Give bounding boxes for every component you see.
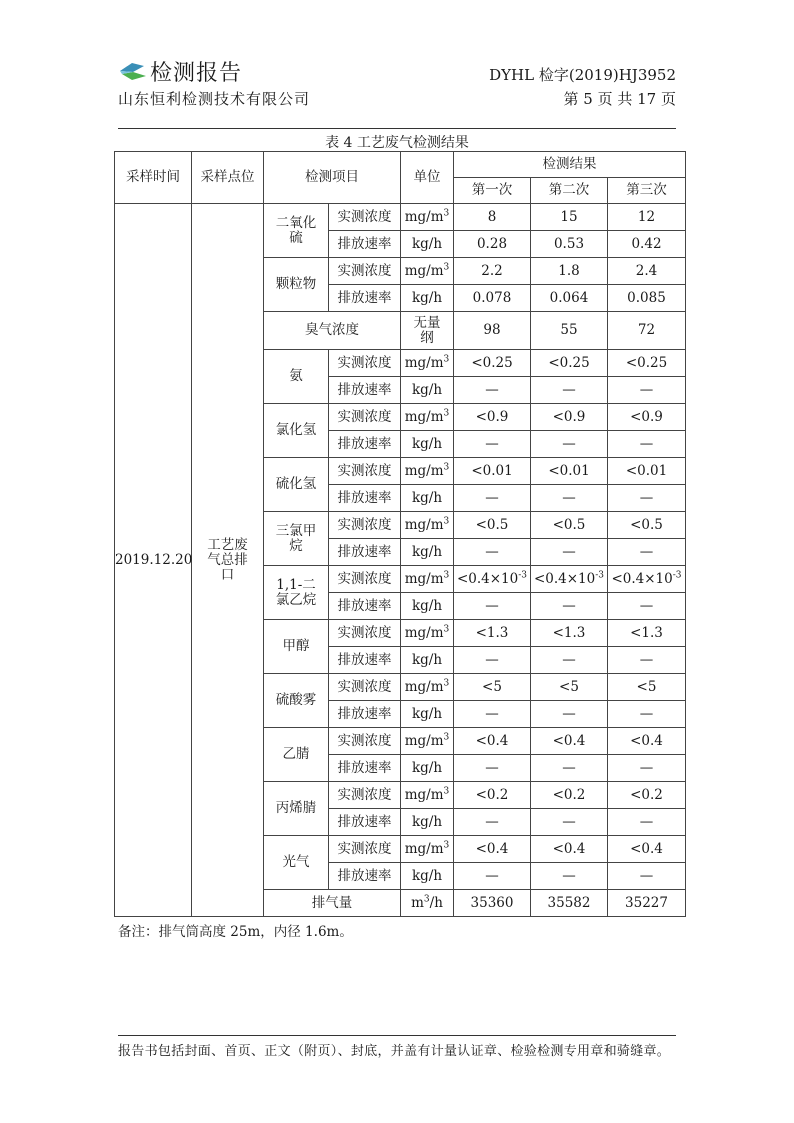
unit-base: mg/m (404, 732, 444, 749)
measure-rate-label: 排放速率 (329, 231, 401, 258)
result-value (531, 404, 608, 431)
unit-mg-m3 (401, 836, 454, 863)
unit-base: mg/m (404, 678, 444, 695)
result-dash: — (454, 485, 531, 512)
odor-unit: 无量纲 (401, 312, 454, 350)
unit-base: m (411, 894, 424, 911)
pollutant-name: 乙腈 (264, 728, 329, 782)
result-dash: — (608, 701, 686, 728)
result-dash: — (608, 539, 686, 566)
footer-divider (118, 1035, 676, 1036)
pollutant-name: 光气 (264, 836, 329, 890)
result-dash: — (608, 431, 686, 458)
measure-rate-label: 排放速率 (329, 593, 401, 620)
exhaust-name: 排气量 (264, 890, 401, 917)
unit-superscript: 3 (443, 840, 450, 850)
result-dash: — (454, 863, 531, 890)
result-value (454, 404, 531, 431)
result-value (454, 258, 531, 285)
unit-mg-m3 (401, 782, 454, 809)
result-value-text: <0.4×10 (456, 570, 519, 587)
unit-base: mg/m (404, 516, 444, 533)
header-unit: 单位 (401, 152, 454, 204)
result-value-text: <0.4 (552, 732, 586, 749)
pollutant-name: 氨 (264, 350, 329, 404)
measure-conc-label: 实测浓度 (329, 512, 401, 539)
pollutant-name: 1,1-二氯乙烷 (264, 566, 329, 620)
result-value-text: 0.085 (627, 289, 666, 306)
result-value (531, 620, 608, 647)
result-value-text: 35227 (625, 894, 668, 911)
table-header-row (115, 152, 686, 178)
unit-base: mg/m (404, 262, 444, 279)
result-value (608, 674, 686, 701)
unit-m3-h (401, 890, 454, 917)
result-value-text: <5 (636, 678, 657, 695)
unit-mg-m3 (401, 512, 454, 539)
result-value (608, 404, 686, 431)
result-value (454, 566, 531, 593)
unit-base: mg/m (404, 570, 444, 587)
header-results: 检测结果 (454, 152, 686, 178)
result-value-text: <0.5 (630, 516, 663, 533)
result-dash: — (454, 755, 531, 782)
unit-kg-h: kg/h (401, 809, 454, 836)
result-dash: — (531, 809, 608, 836)
result-value (531, 890, 608, 917)
unit-kg-h: kg/h (401, 647, 454, 674)
result-value-text: <0.01 (548, 462, 590, 479)
result-value (454, 512, 531, 539)
measure-conc-label: 实测浓度 (329, 728, 401, 755)
result-value-text: <0.9 (630, 408, 663, 425)
result-value (608, 728, 686, 755)
result-value-text: 72 (637, 322, 656, 338)
result-value (531, 204, 608, 231)
result-value-text: 8 (487, 208, 497, 225)
unit-kg-h: kg/h (401, 755, 454, 782)
result-value-text: 0.078 (472, 289, 512, 306)
pollutant-name: 二氧化硫 (264, 204, 329, 258)
result-value-text: <0.2 (475, 786, 509, 803)
pollutant-name: 硫化氢 (264, 458, 329, 512)
result-value-text: <0.5 (552, 516, 586, 533)
unit-tail: /h (429, 894, 443, 911)
unit-superscript: 3 (423, 894, 430, 904)
result-value (531, 312, 608, 350)
result-value (454, 836, 531, 863)
report-header-left (118, 56, 310, 109)
unit-base: mg/m (404, 208, 444, 225)
result-value (608, 258, 686, 285)
header-test-item: 检测项目 (264, 152, 401, 204)
unit-kg-h: kg/h (401, 701, 454, 728)
sample-location-cell: 工艺废气总排口 (192, 204, 264, 917)
unit-kg-h: kg/h (401, 593, 454, 620)
result-value-text: 98 (483, 322, 501, 338)
result-value-text: 0.28 (476, 235, 508, 252)
measure-conc-label: 实测浓度 (329, 258, 401, 285)
result-value-text: <0.4 (552, 840, 586, 857)
unit-kg-h: kg/h (401, 231, 454, 258)
unit-superscript: 3 (443, 516, 450, 526)
result-dash: — (608, 377, 686, 404)
unit-superscript: 3 (443, 462, 450, 472)
result-value-text: <0.01 (625, 462, 668, 479)
company-name: 山东恒利检测技术有限公司 (118, 90, 311, 108)
result-value (608, 350, 686, 377)
measure-rate-label: 排放速率 (329, 755, 401, 782)
result-value-text: 35360 (470, 894, 514, 911)
result-dash: — (531, 539, 608, 566)
unit-base: mg/m (404, 408, 444, 425)
result-value (531, 512, 608, 539)
unit-mg-m3 (401, 404, 454, 431)
unit-mg-m3 (401, 728, 454, 755)
result-value (454, 620, 531, 647)
unit-mg-m3 (401, 566, 454, 593)
unit-base: mg/m (404, 840, 444, 857)
result-value-text: <0.4 (630, 840, 663, 857)
unit-mg-m3 (401, 458, 454, 485)
result-dash: — (608, 863, 686, 890)
result-value-text: 55 (560, 322, 578, 338)
result-value-text: 1.8 (558, 262, 580, 279)
pollutant-name: 硫酸雾 (264, 674, 329, 728)
unit-base: mg/m (404, 624, 444, 641)
result-dash: — (608, 755, 686, 782)
unit-superscript: 3 (443, 786, 450, 796)
measure-conc-label: 实测浓度 (329, 350, 401, 377)
pollutant-name: 颗粒物 (264, 258, 329, 312)
measure-conc-label: 实测浓度 (329, 566, 401, 593)
result-value-text: <0.4×10 (611, 570, 673, 587)
result-value-text: <0.2 (552, 786, 586, 803)
result-dash: — (454, 647, 531, 674)
result-exponent: -3 (672, 570, 682, 580)
result-dash: — (531, 647, 608, 674)
pollutant-name: 丙烯腈 (264, 782, 329, 836)
result-dash: — (608, 593, 686, 620)
header-run-2: 第二次 (531, 178, 608, 204)
header-divider (118, 128, 676, 129)
header-sample-location: 采样点位 (192, 152, 264, 204)
result-value (608, 285, 686, 312)
result-value (531, 674, 608, 701)
unit-superscript: 3 (443, 208, 450, 218)
result-value (454, 231, 531, 258)
result-dash: — (608, 485, 686, 512)
result-value (608, 836, 686, 863)
result-value (454, 782, 531, 809)
measure-conc-label: 实测浓度 (329, 620, 401, 647)
unit-superscript: 3 (443, 408, 450, 418)
measure-rate-label: 排放速率 (329, 647, 401, 674)
result-dash: — (454, 593, 531, 620)
report-number: DYHL 检字(2019)HJ3952 (489, 66, 676, 84)
result-value (531, 258, 608, 285)
unit-superscript: 3 (443, 624, 450, 634)
measure-conc-label: 实测浓度 (329, 836, 401, 863)
result-value (454, 204, 531, 231)
result-value (454, 350, 531, 377)
result-dash: — (531, 755, 608, 782)
result-value-text: 15 (560, 208, 578, 225)
unit-base: mg/m (404, 354, 444, 371)
unit-kg-h: kg/h (401, 431, 454, 458)
result-value-text: <0.01 (471, 462, 513, 479)
result-value-text: <0.4 (475, 732, 509, 749)
result-value-text: <1.3 (552, 624, 586, 641)
result-dash: — (531, 593, 608, 620)
result-dash: — (531, 377, 608, 404)
company-logo-icon (118, 60, 148, 82)
header-sample-time: 采样时间 (115, 152, 192, 204)
result-value (531, 566, 608, 593)
result-dash: — (608, 809, 686, 836)
result-value (531, 231, 608, 258)
result-value (531, 782, 608, 809)
result-value (531, 458, 608, 485)
result-value-text: 35582 (547, 894, 591, 911)
header-run-3: 第三次 (608, 178, 686, 204)
report-header-right (489, 63, 676, 111)
measure-rate-label: 排放速率 (329, 377, 401, 404)
result-value-text: 0.42 (631, 235, 662, 252)
unit-superscript: 3 (443, 678, 450, 688)
measure-conc-label: 实测浓度 (329, 204, 401, 231)
page-number: 第 5 页 共 17 页 (563, 90, 676, 108)
result-value-text: <0.4×10 (533, 570, 596, 587)
result-value-text: <1.3 (630, 624, 663, 641)
result-value-text: <0.4 (475, 840, 509, 857)
page-footer: 报告书包括封面、首页、正文（附页）、封底，并盖有计量认证章、检验检测专用章和骑缝章。 (118, 1044, 671, 1059)
result-value-text: <0.9 (475, 408, 509, 425)
result-value (608, 512, 686, 539)
result-dash: — (531, 485, 608, 512)
result-value-text: 2.2 (481, 262, 503, 279)
result-value (531, 350, 608, 377)
result-value (608, 312, 686, 350)
result-value (608, 620, 686, 647)
result-value-text: 12 (637, 208, 656, 225)
pollutant-name: 氯化氢 (264, 404, 329, 458)
measure-rate-label: 排放速率 (329, 809, 401, 836)
result-value (531, 285, 608, 312)
sample-time-cell: 2019.12.20 (115, 204, 192, 917)
unit-mg-m3 (401, 620, 454, 647)
result-value (608, 458, 686, 485)
result-exponent: -3 (595, 570, 605, 580)
unit-mg-m3 (401, 350, 454, 377)
table-row (115, 204, 686, 231)
unit-superscript: 3 (443, 732, 450, 742)
unit-mg-m3 (401, 204, 454, 231)
result-value (531, 836, 608, 863)
result-value (608, 204, 686, 231)
measure-conc-label: 实测浓度 (329, 674, 401, 701)
measure-conc-label: 实测浓度 (329, 404, 401, 431)
unit-kg-h: kg/h (401, 539, 454, 566)
result-value (608, 231, 686, 258)
measure-rate-label: 排放速率 (329, 431, 401, 458)
pollutant-name: 甲醇 (264, 620, 329, 674)
header-run-1: 第一次 (454, 178, 531, 204)
result-value-text: <0.9 (552, 408, 586, 425)
result-value-text: 2.4 (635, 262, 658, 279)
measure-rate-label: 排放速率 (329, 701, 401, 728)
result-dash: — (454, 377, 531, 404)
result-value-text: <0.25 (471, 354, 513, 371)
result-value (454, 728, 531, 755)
measure-rate-label: 排放速率 (329, 863, 401, 890)
measure-conc-label: 实测浓度 (329, 458, 401, 485)
result-value (454, 890, 531, 917)
result-value (608, 890, 686, 917)
result-value (608, 566, 686, 593)
result-dash: — (608, 647, 686, 674)
result-value-text: 0.064 (549, 289, 589, 306)
table-title: 表 4 工艺废气检测结果 (325, 135, 469, 151)
result-value (531, 728, 608, 755)
result-value (454, 674, 531, 701)
result-value-text: <0.5 (475, 516, 509, 533)
result-value-text: <0.4 (630, 732, 663, 749)
brand-title: 检测报告 (150, 60, 243, 86)
unit-superscript: 3 (443, 262, 450, 272)
result-value-text: <0.25 (548, 354, 590, 371)
result-value-text: 0.53 (553, 235, 585, 252)
brand-row (118, 56, 310, 86)
unit-kg-h: kg/h (401, 377, 454, 404)
unit-superscript: 3 (443, 570, 450, 580)
result-exponent: -3 (518, 570, 528, 580)
unit-kg-h: kg/h (401, 863, 454, 890)
unit-kg-h: kg/h (401, 485, 454, 512)
result-value (454, 458, 531, 485)
result-dash: — (531, 701, 608, 728)
result-dash: — (531, 431, 608, 458)
measure-rate-label: 排放速率 (329, 485, 401, 512)
unit-kg-h: kg/h (401, 285, 454, 312)
result-value-text: <1.3 (475, 624, 509, 641)
unit-mg-m3 (401, 674, 454, 701)
odor-name: 臭气浓度 (264, 312, 401, 350)
measure-conc-label: 实测浓度 (329, 782, 401, 809)
result-dash: — (454, 809, 531, 836)
unit-mg-m3 (401, 258, 454, 285)
unit-base: mg/m (404, 786, 444, 803)
table-note: 备注：排气筒高度 25m，内径 1.6m。 (118, 924, 353, 940)
result-dash: — (454, 701, 531, 728)
result-value (454, 285, 531, 312)
result-value-text: <0.2 (630, 786, 663, 803)
unit-base: mg/m (404, 462, 444, 479)
measure-rate-label: 排放速率 (329, 539, 401, 566)
exhaust-gas-results-table (114, 151, 686, 917)
measure-rate-label: 排放速率 (329, 285, 401, 312)
result-dash: — (531, 863, 608, 890)
pollutant-name: 三氯甲烷 (264, 512, 329, 566)
result-dash: — (454, 539, 531, 566)
result-value (608, 782, 686, 809)
result-value-text: <5 (482, 678, 502, 695)
result-dash: — (454, 431, 531, 458)
result-value-text: <5 (559, 678, 579, 695)
result-value (454, 312, 531, 350)
result-value-text: <0.25 (625, 354, 668, 371)
unit-superscript: 3 (443, 354, 450, 364)
